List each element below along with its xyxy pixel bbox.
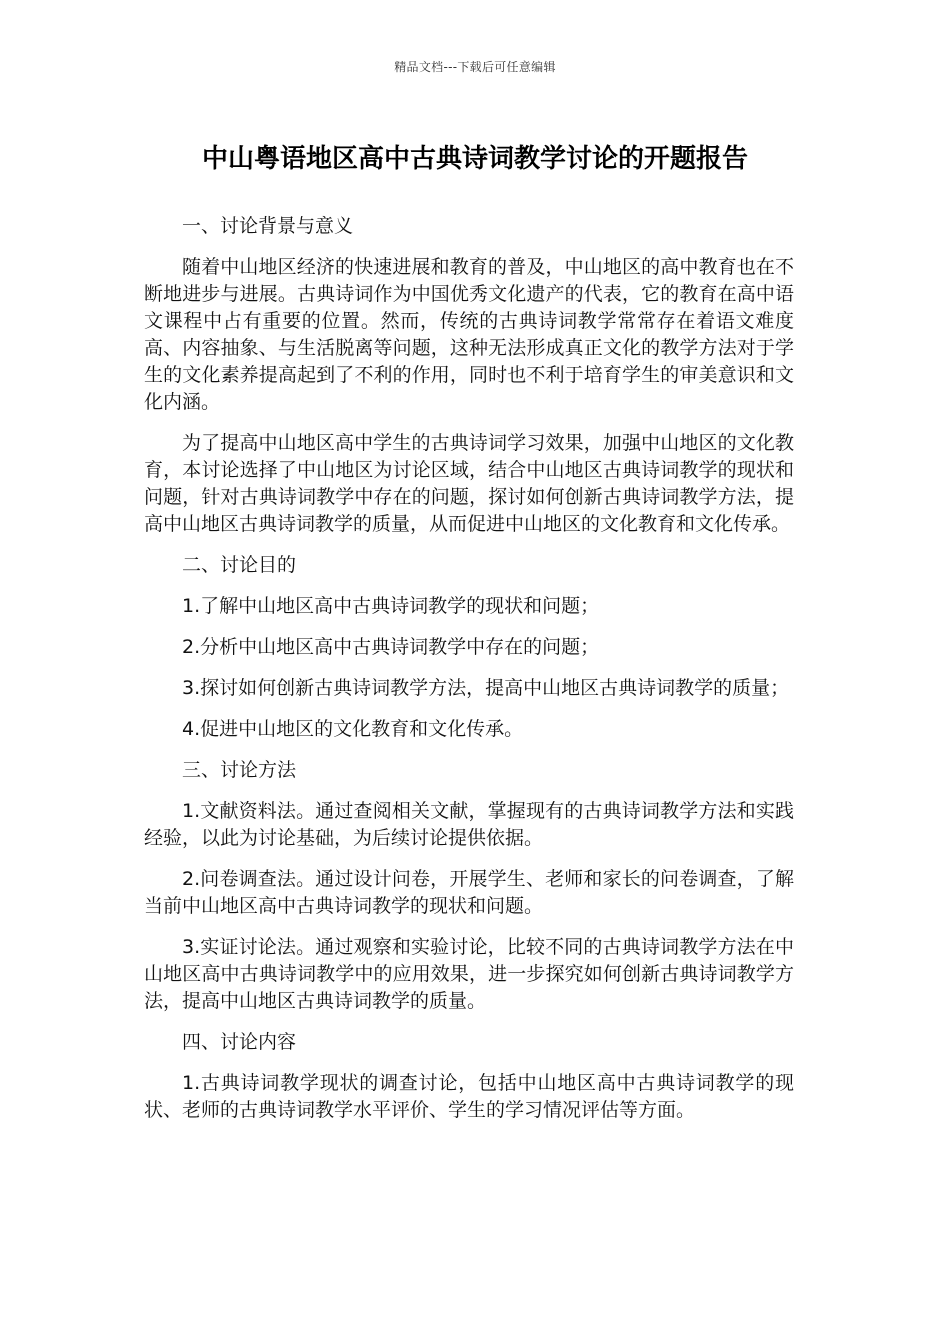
body-paragraph: 随着中山地区经济的快速进展和教育的普及，中山地区的高中教育也在不断地进步与进展。古典诗词作为中国优秀文化遗产的代表，它的教育在高中语文课程中占有重要的位置。然而，传统的古典诗词教学常常存在着语文难度高、内容抽象、与生活脱离等问题，这种无法形成真正文化的教学方法对于学生的文化素养提高起到了不利的作用，同时也不利于培育学生的审美意识和文化内涵。 (144, 256, 794, 413)
document-body (144, 213, 794, 1138)
section-heading: 一、讨论背景与意义 (182, 215, 354, 237)
list-item: 2.问卷调查法。通过设计问卷，开展学生、老师和家长的问卷调查，了解当前中山地区高中古典诗词教学的现状和问题。 (144, 868, 794, 917)
list-item: 3.实证讨论法。通过观察和实验讨论，比较不同的古典诗词教学方法在中山地区高中古典诗词教学中的应用效果，进一步探究如何创新古典诗词教学方法，提高中山地区古典诗词教学的质量。 (144, 936, 794, 1012)
list-item: 2.分析中山地区高中古典诗词教学中存在的问题； (182, 636, 600, 658)
section-heading: 三、讨论方法 (182, 759, 297, 781)
list-item: 1.古典诗词教学现状的调查讨论，包括中山地区高中古典诗词教学的现状、老师的古典诗词教学水平评价、学生的学习情况评估等方面。 (144, 1072, 794, 1121)
header-note: 精品文档---下载后可任意编辑 (394, 60, 556, 74)
section-heading: 二、讨论目的 (182, 554, 297, 576)
list-item: 1.文献资料法。通过查阅相关文献，掌握现有的古典诗词教学方法和实践经验，以此为讨论基础，为后续讨论提供依据。 (144, 800, 794, 849)
document-title: 中山粤语地区高中古典诗词教学讨论的开题报告 (201, 144, 748, 174)
section-heading: 四、讨论内容 (182, 1031, 297, 1053)
list-item: 1.了解中山地区高中古典诗词教学的现状和问题； (182, 595, 600, 617)
list-item: 3.探讨如何创新古典诗词教学方法，提高中山地区古典诗词教学的质量； (182, 677, 790, 699)
body-paragraph: 为了提高中山地区高中学生的古典诗词学习效果，加强中山地区的文化教育，本讨论选择了中山地区为讨论区域，结合中山地区古典诗词教学的现状和问题，针对古典诗词教学中存在的问题，探讨如何创新古典诗词教学方法，提高中山地区古典诗词教学的质量，从而促进中山地区的文化教育和文化传承。 (144, 432, 794, 535)
list-item: 4.促进中山地区的文化教育和文化传承。 (182, 718, 524, 740)
